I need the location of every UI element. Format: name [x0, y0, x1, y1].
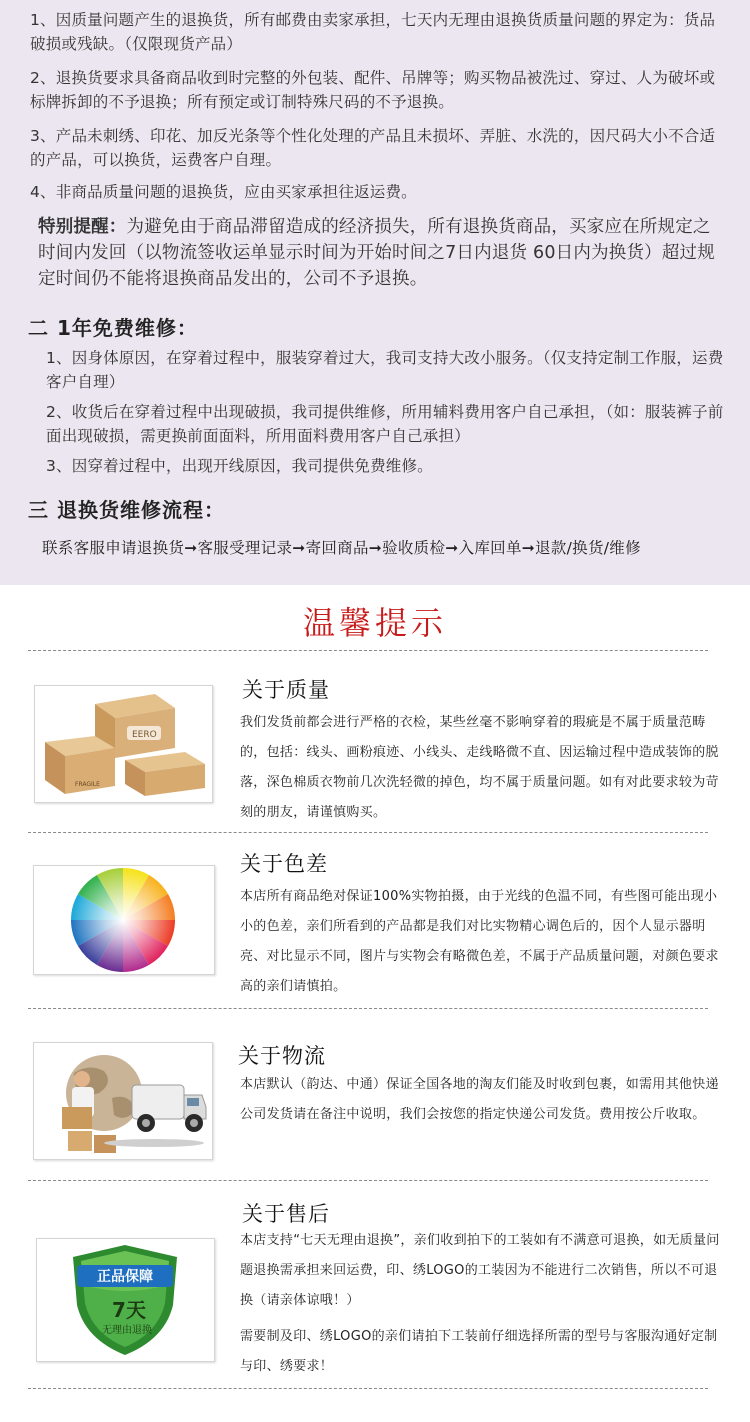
divider: [28, 1388, 708, 1389]
logistics-text: 本店默认（韵达、中通）保证全国各地的淘友们能及时收到包裹，如需用其他快递公司发货请在备注中说明，我们会按您的指定快递公司发货。费用按公斤收取。: [240, 1077, 719, 1122]
divider: [28, 1180, 708, 1181]
return-rule-2: 2、退换货要求具备商品收到时完整的外包装、配件、吊牌等；购买物品被洗过、穿过、人为破坏或标牌拆卸的不予退换；所有预定或订制特殊尺码的不予退换。: [30, 69, 716, 111]
guarantee-badge-image: [36, 1238, 215, 1362]
color-title: 关于色差: [240, 852, 328, 876]
badge-days-text: 7天: [112, 1298, 146, 1322]
special-notice-label: 特别提醒：: [38, 217, 127, 237]
repair-rule-1: 1、因身体原因，在穿着过程中，服装穿着过大，我司支持大改小服务。（仅支持定制工作服，运费客户自理）: [46, 349, 724, 391]
quality-text: 我们发货前都会进行严格的衣检，某些丝毫不影响穿着的瑕疵是不属于质量范畴的，包括：线头、画粉痕迹、小线头、走线略微不直、因运输过程中造成装饰的脱落，深色棉质衣物前几次洗轻微的掉色，均不属于质量问题。如有对此要求较为苛刻的朋友，请谨慎购买。: [240, 715, 719, 820]
logistics-title: 关于物流: [238, 1044, 326, 1068]
process-heading: 三 退换货维修流程：: [28, 498, 225, 522]
divider: [28, 1008, 708, 1009]
delivery-image: [33, 1042, 213, 1160]
color-text: 本店所有商品绝对保证100%实物拍摄，由于光线的色温不同，有些图可能出现小小的色差，亲们所看到的产品都是我们对比实物精心调色后的，因个人显示器明亮、对比显示不同，图片与实物会有略微色差，不属于产品质量问题，对颜色要求高的亲们请慎拍。: [240, 889, 719, 994]
aftersale-text-2: 需要制及印、绣LOGO的亲们请拍下工装前仔细选择所需的型号与客服沟通好定制与印、绣要求！: [240, 1329, 718, 1374]
aftersale-text-1: 本店支持“七天无理由退换”，亲们收到拍下的工装如有不满意可退换，如无质量问题退换需承担来回运费，印、绣LOGO的工装因为不能进行二次销售，所以不可退换（请亲体谅哦！）: [240, 1233, 720, 1308]
return-rule-4: 4、非商品质量问题的退换货，应由买家承担往返运费。: [30, 183, 417, 201]
special-notice-text: 为避免由于商品滞留造成的经济损失，所有退换货商品，买家应在所规定之时间内发回（以物流签收运单显示时间为开始时间之7日内退货 60日内为换货）超过规定时间仍不能将退换商品发出的，公司不予退换。: [38, 217, 715, 289]
repair-rule-3: 3、因穿着过程中，出现开线原因，我司提供免费维修。: [46, 457, 433, 475]
badge-top-text: 正品保障: [97, 1269, 153, 1285]
repair-rule-2: 2、收货后在穿着过程中出现破损，我司提供维修，所用辅料费用客户自己承担，（如：服装裤子前面出现破损，需更换前面面料，所用面料费用客户自己承担）: [46, 403, 724, 445]
process-flow: 联系客服申请退换货➞客服受理记录➞寄回商品➞验收质检➞入库回单➞退款/换货/维修: [42, 539, 641, 557]
color-wheel-image: [33, 865, 215, 975]
boxes-image: [34, 685, 213, 803]
return-rule-1: 1、因质量问题产生的退换货，所有邮费由卖家承担，七天内无理由退换货质量问题的界定为：货品破损或残缺。（仅限现货产品）: [30, 11, 716, 53]
divider: [28, 832, 708, 833]
badge-sub-text: 无理由退换: [102, 1325, 152, 1336]
fragile-label: FRAGILE: [75, 781, 100, 788]
repair-heading: 二 1年免费维修：: [28, 316, 198, 340]
box-label: EERO: [132, 730, 157, 740]
policy-section: [0, 0, 750, 585]
return-rule-3: 3、产品未刺绣、印花、加反光条等个性化处理的产品且未损坏、弄脏、水洗的，因尺码大小不合适的产品，可以换货，运费客户自理。: [30, 127, 716, 169]
tips-title: 温馨提示: [302, 604, 447, 642]
divider: [28, 650, 708, 651]
special-notice: [38, 214, 728, 292]
quality-title: 关于质量: [242, 678, 330, 702]
aftersale-title: 关于售后: [242, 1202, 330, 1226]
